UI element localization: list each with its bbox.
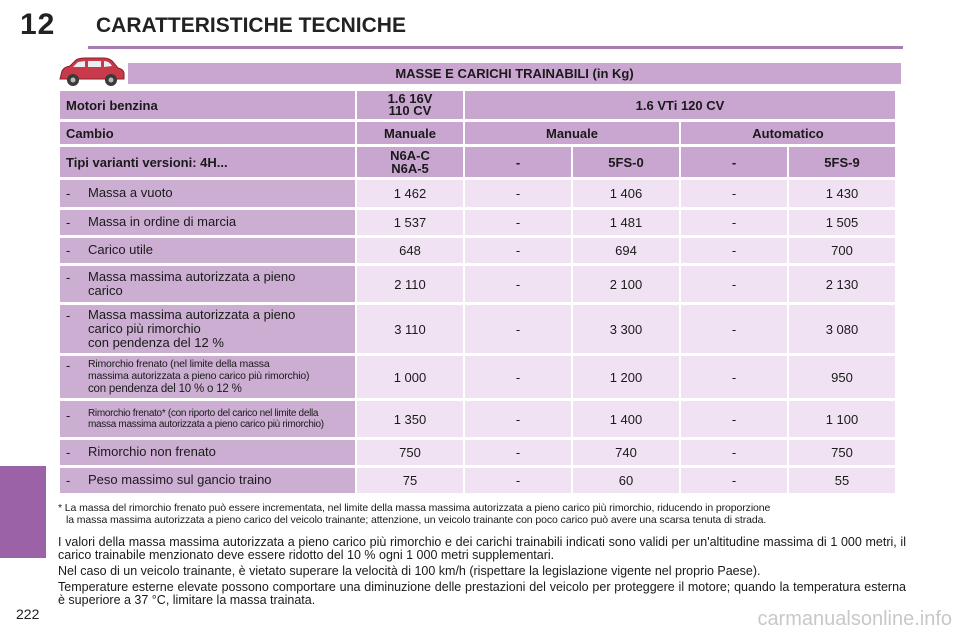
row-dash: - [66, 473, 71, 488]
row-value: - [681, 356, 787, 398]
table-row [60, 401, 895, 437]
row-value: 1 481 [573, 210, 679, 235]
table-row [60, 266, 895, 302]
row-value: 1 000 [357, 356, 463, 398]
variants-label: Tipi varianti versioni: 4H... [60, 147, 355, 177]
variant-1-line2: N6A-5 [391, 161, 429, 176]
row-value: - [465, 468, 571, 493]
row-value: 55 [789, 468, 895, 493]
row-label [60, 266, 355, 302]
table-row [60, 468, 895, 493]
row-value: 75 [357, 468, 463, 493]
table-row [60, 440, 895, 465]
row-value: 1 406 [573, 180, 679, 207]
engines-label: Motori benzina [60, 91, 355, 119]
chapter-title: CARATTERISTICHE TECNICHE [96, 14, 406, 37]
row-value: - [681, 210, 787, 235]
footnote-line: la massa massima autorizzata a pieno carico del veicolo trainante; attenzione, un veicolo trainante con poco carico può avere una scarsa tenuta di strada. [66, 514, 767, 526]
row-label-line: con pendenza del 10 % o 12 % [88, 383, 242, 395]
header-row-gearbox [60, 122, 895, 144]
row-value: 648 [357, 238, 463, 263]
gearbox-1: Manuale [357, 122, 463, 144]
row-value: - [465, 180, 571, 207]
chapter-number: 12 [20, 8, 56, 41]
row-label [60, 210, 355, 235]
header-row-engines [60, 91, 895, 119]
chapter-side-tab [0, 466, 46, 558]
row-value: 1 400 [573, 401, 679, 437]
row-value: - [465, 401, 571, 437]
row-value: - [681, 266, 787, 302]
row-value: - [681, 238, 787, 263]
row-value: 1 537 [357, 210, 463, 235]
row-label-text: Massa a vuoto [88, 185, 173, 200]
table-row [60, 180, 895, 207]
variant-4: - [681, 147, 787, 177]
row-value: - [465, 440, 571, 465]
row-value: 2 110 [357, 266, 463, 302]
row-dash: - [66, 445, 71, 460]
page-number: 222 [16, 606, 40, 622]
engine-1-line1: 1.6 16V [387, 91, 433, 106]
variant-5: 5FS-9 [789, 147, 895, 177]
row-label-line: massa massima autorizzata a pieno carico più rimorchio) [88, 419, 324, 430]
row-dash: - [66, 407, 71, 423]
row-value: - [681, 180, 787, 207]
row-value: - [465, 210, 571, 235]
row-value: 1 505 [789, 210, 895, 235]
row-label-text: Rimorchio non frenato [88, 444, 216, 459]
row-value: 1 350 [357, 401, 463, 437]
row-dash: - [66, 270, 71, 285]
engine-1-line2: 110 CV [388, 103, 432, 118]
row-label-text: Carico utile [88, 242, 154, 257]
engine-2: 1.6 VTi 120 CV [465, 91, 895, 119]
variant-1 [357, 147, 463, 177]
row-value: 2 100 [573, 266, 679, 302]
row-label [60, 356, 355, 398]
table-row [60, 356, 895, 398]
row-label-text: Peso massimo sul gancio traino [88, 472, 272, 487]
row-label-line: con pendenza del 12 % [88, 335, 224, 350]
row-value: 3 110 [357, 305, 463, 353]
row-value: - [465, 266, 571, 302]
row-value: - [465, 305, 571, 353]
table-row [60, 238, 895, 263]
row-label [60, 238, 355, 263]
row-value: 750 [789, 440, 895, 465]
row-dash: - [66, 186, 71, 201]
car-icon [56, 55, 126, 89]
table-row [60, 210, 895, 235]
row-dash: - [66, 243, 71, 258]
row-label-text [88, 308, 295, 350]
row-label-line: Rimorchio frenato* (con riporto del carico nel limite della [88, 407, 319, 419]
paragraph-altitude: I valori della massa massima autorizzata a pieno carico più rimorchio e dei carichi trainabili indicati sono validi per un'altitudine massima di 1 000 metri, il carico trainabile menzionato deve essere ridotto del 10 % ogni 1 000 metri supplementari. [58, 535, 906, 562]
table-title: MASSE E CARICHI TRAINABILI (in Kg) [128, 63, 901, 84]
variant-3: 5FS-0 [573, 147, 679, 177]
row-value: - [465, 356, 571, 398]
row-label [60, 401, 355, 437]
row-label-line: carico più rimorchio [88, 321, 201, 336]
variant-1-line1: N6A-C [390, 148, 430, 163]
row-label-text [88, 408, 324, 431]
row-label-text: Massa in ordine di marcia [88, 214, 237, 229]
paragraph-speed: Nel caso di un veicolo trainante, è vietato superare la velocità di 100 km/h (rispettare la legislazione vigente nel proprio Paese). [58, 564, 761, 578]
paragraph-temperature: Temperature esterne elevate possono comportare una diminuzione delle prestazioni del veicolo per proteggere il motore; quando la temperatura esterna è superiore a 37 °C, limitare la massa trainata. [58, 580, 906, 607]
row-value: 750 [357, 440, 463, 465]
row-value: 740 [573, 440, 679, 465]
row-value: 1 200 [573, 356, 679, 398]
variant-2: - [465, 147, 571, 177]
row-value: 2 130 [789, 266, 895, 302]
row-value: 3 300 [573, 305, 679, 353]
row-label [60, 468, 355, 493]
row-value: 950 [789, 356, 895, 398]
row-value: 1 100 [789, 401, 895, 437]
row-value: - [681, 401, 787, 437]
row-label-text [88, 270, 295, 298]
row-value: - [681, 305, 787, 353]
row-value: - [465, 238, 571, 263]
row-label-line: carico [88, 283, 123, 298]
row-value: 3 080 [789, 305, 895, 353]
masses-table [58, 88, 897, 496]
row-dash: - [66, 308, 71, 323]
gearbox-3: Automatico [681, 122, 895, 144]
row-value: 1 462 [357, 180, 463, 207]
row-value: - [681, 440, 787, 465]
footnote [58, 502, 906, 526]
row-label [60, 440, 355, 465]
gearbox-label: Cambio [60, 122, 355, 144]
row-label [60, 305, 355, 353]
footnote-line: * La massa del rimorchio frenato può essere incrementata, nel limite della massa massima autorizzata a pieno carico più rimorchio, riducendo in proporzione [58, 502, 771, 514]
row-label-text [88, 358, 309, 396]
row-label-line: Rimorchio frenato (nel limite della massa [88, 358, 270, 370]
title-divider [88, 46, 903, 49]
row-label-line: Massa massima autorizzata a pieno [88, 269, 296, 284]
row-label-line: Massa massima autorizzata a pieno [88, 307, 296, 322]
watermark: carmanualsonline.info [757, 608, 952, 630]
row-value: - [681, 468, 787, 493]
row-value: 60 [573, 468, 679, 493]
row-dash: - [66, 358, 71, 373]
row-label-line: massima autorizzata a pieno carico più rimorchio) [88, 370, 310, 382]
row-value: 700 [789, 238, 895, 263]
row-value: 694 [573, 238, 679, 263]
row-dash: - [66, 215, 71, 230]
row-value: 1 430 [789, 180, 895, 207]
header-row-variants [60, 147, 895, 177]
engine-1 [357, 91, 463, 119]
gearbox-2: Manuale [465, 122, 679, 144]
table-row [60, 305, 895, 353]
row-label [60, 180, 355, 207]
